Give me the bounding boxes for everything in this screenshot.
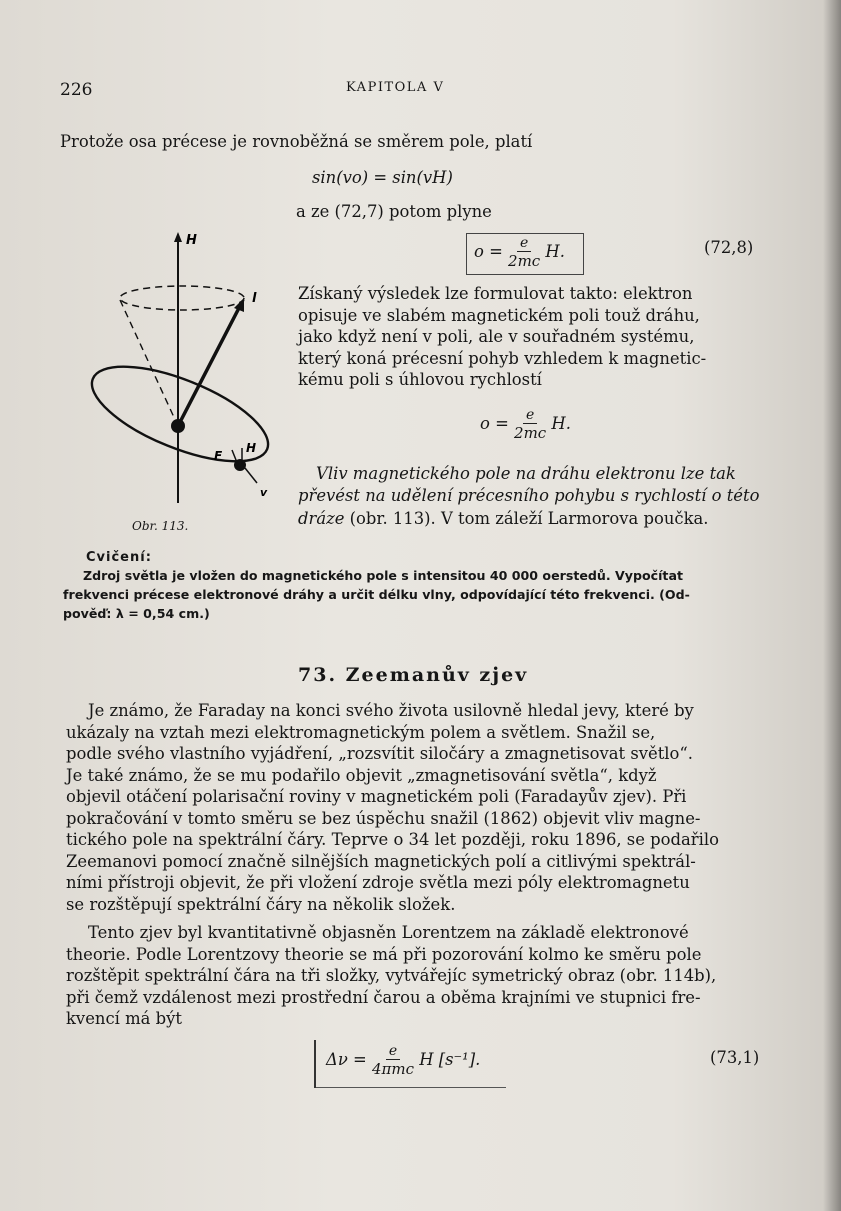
para2-line: kvencí má být [66, 1009, 182, 1028]
larmor-statement-line-3 [298, 508, 709, 530]
section-heading: 73. Zeemanův zjev [298, 664, 529, 686]
eq-73-1-rhs: H [s⁻¹]. [419, 1050, 481, 1069]
para1-line: se rozštěpují spektrální čáry na několik složek. [66, 894, 456, 914]
eq-72-8-rhs: H. [545, 242, 565, 261]
zeeman-paragraph-1 [66, 700, 719, 915]
larmor-rhs: H. [551, 414, 571, 433]
para1-line: ními přístroji objevit, že při vložení zdroje světla mezi póly elektromagnetu [66, 873, 690, 892]
result-line: opisuje ve slabém magnetickém poli touž dráhu, [298, 305, 700, 325]
cone-edge-left [120, 300, 178, 426]
figure-113-diagram [62, 228, 287, 518]
result-line: kému poli s úhlovou rychlostí [298, 370, 542, 389]
normal-arrow-head [234, 298, 244, 312]
eq-72-8-numerator: e [517, 236, 531, 252]
eq-73-1-lhs: Δν = [326, 1050, 367, 1069]
intro-line-1: Protože osa précese je rovnoběžná se směrem pole, platí [60, 132, 533, 151]
larmor-fraction [514, 408, 546, 441]
exercise-title: Cvičení: [86, 550, 152, 565]
equation-72-8 [474, 236, 565, 269]
para1-line: objevil otáčení polarisační roviny v magnetickém poli (Faradayův zjev). Při [66, 787, 687, 806]
result-line: Získaný výsledek lze formulovat takto: elektron [298, 284, 693, 303]
result-line: který koná précesní pohyb vzhledem k magnetic- [298, 348, 707, 368]
exercise-line: pověď: λ = 0,54 cm.) [63, 606, 210, 621]
exercise-text [63, 566, 690, 623]
larmor-lhs: o = [480, 414, 509, 433]
para1-line: Je také známo, že se mu podařilo objevit „zmagnetisování světla“, když [66, 765, 657, 785]
equation-larmor [480, 408, 571, 441]
velocity-vector [245, 468, 257, 483]
para1-line: pokračování v tomto směru se bez úspěchu snažil (1862) objevit vliv magne- [66, 808, 701, 828]
para1-line: Zeemanovi pomocí značně silnějších magnetických polí a citlivými spektrál- [66, 851, 696, 871]
equation-number-73-1: (73,1) [710, 1048, 760, 1067]
page-number: 226 [60, 80, 93, 100]
eq-73-1-fraction [372, 1044, 414, 1077]
larmor-statement-line-2: převést na udělení précesního pohybu s rychlostí o této [298, 486, 760, 505]
statement-italic: dráze [298, 509, 345, 528]
result-line: jako když není v poli, ale v souřadném systému, [298, 327, 695, 346]
eq-73-1-denominator: 4πmc [371, 1060, 414, 1078]
binding-shadow [823, 0, 841, 1211]
label-l: l [252, 291, 257, 306]
nucleus-dot [171, 419, 185, 433]
figure-caption: Obr. 113. [132, 519, 189, 533]
running-header: KAPITOLA V [346, 80, 445, 95]
equation-73-1 [326, 1044, 480, 1077]
orbit-normal-vector [178, 306, 240, 426]
equation-73-1-underline [316, 1087, 506, 1088]
eq-72-8-fraction [508, 236, 540, 269]
larmor-statement-line-1: Vliv magnetického pole na dráhu elektronu lze tak [316, 464, 736, 483]
label-H-small: H [246, 441, 257, 455]
eq-73-1-numerator: e [386, 1044, 400, 1060]
equation-sin: sin(vo) = sin(vH) [312, 168, 453, 187]
para1-line: Je známo, že Faraday na konci svého života usilovně hledal jevy, které by [88, 701, 694, 720]
equation-73-1-bracket [314, 1040, 316, 1088]
exercise-line: Zdroj světla je vložen do magnetického pole s intensitou 40 000 oerstedů. Vypočítat [83, 568, 683, 583]
para2-line: theorie. Podle Lorentzovy theorie se má při pozorování kolmo ke směru pole [66, 944, 702, 964]
precession-cone-rim [120, 286, 244, 310]
label-F: F [214, 449, 223, 463]
intro-line-2: a ze (72,7) potom plyne [296, 202, 492, 221]
para1-line: ukázaly na vztah mezi elektromagnetickým polem a světlem. Snažil se, [66, 722, 656, 742]
field-arrow-head [174, 232, 182, 242]
label-H-top: H [186, 233, 197, 248]
exercise-line: frekvenci précese elektronové dráhy a určit délku vlny, odpovídající této frekvenci. (Od- [63, 587, 690, 602]
larmor-denominator: 2mc [514, 424, 547, 442]
statement-rest: (obr. 113). V tom záleží Larmorova poučka. [349, 509, 709, 528]
equation-number-72-8: (72,8) [704, 238, 754, 257]
electron-orbit [80, 347, 280, 480]
zeeman-paragraph-2 [66, 922, 716, 1030]
para1-line: podle svého vlastního vyjádření, „rozsvítit siločáry a zmagnetisovat světlo“. [66, 744, 693, 763]
para1-line: tického pole na spektrální čáry. Teprve o 34 let později, roku 1896, se podařilo [66, 830, 719, 849]
result-paragraph [298, 283, 706, 391]
eq-72-8-lhs: o = [474, 242, 503, 261]
para2-line: při čemž vzdálenost mezi prostřední čarou a oběma krajními ve stupnici fre- [66, 987, 701, 1007]
label-v: v [260, 486, 268, 499]
para2-line: rozštěpit spektrální čára na tři složky, vytvářejíc symetrický obraz (obr. 114b), [66, 966, 717, 985]
larmor-numerator: e [523, 408, 537, 424]
eq-72-8-denominator: 2mc [508, 252, 541, 270]
para2-line: Tento zjev byl kvantitativně objasněn Lorentzem na základě elektronové [88, 923, 689, 942]
